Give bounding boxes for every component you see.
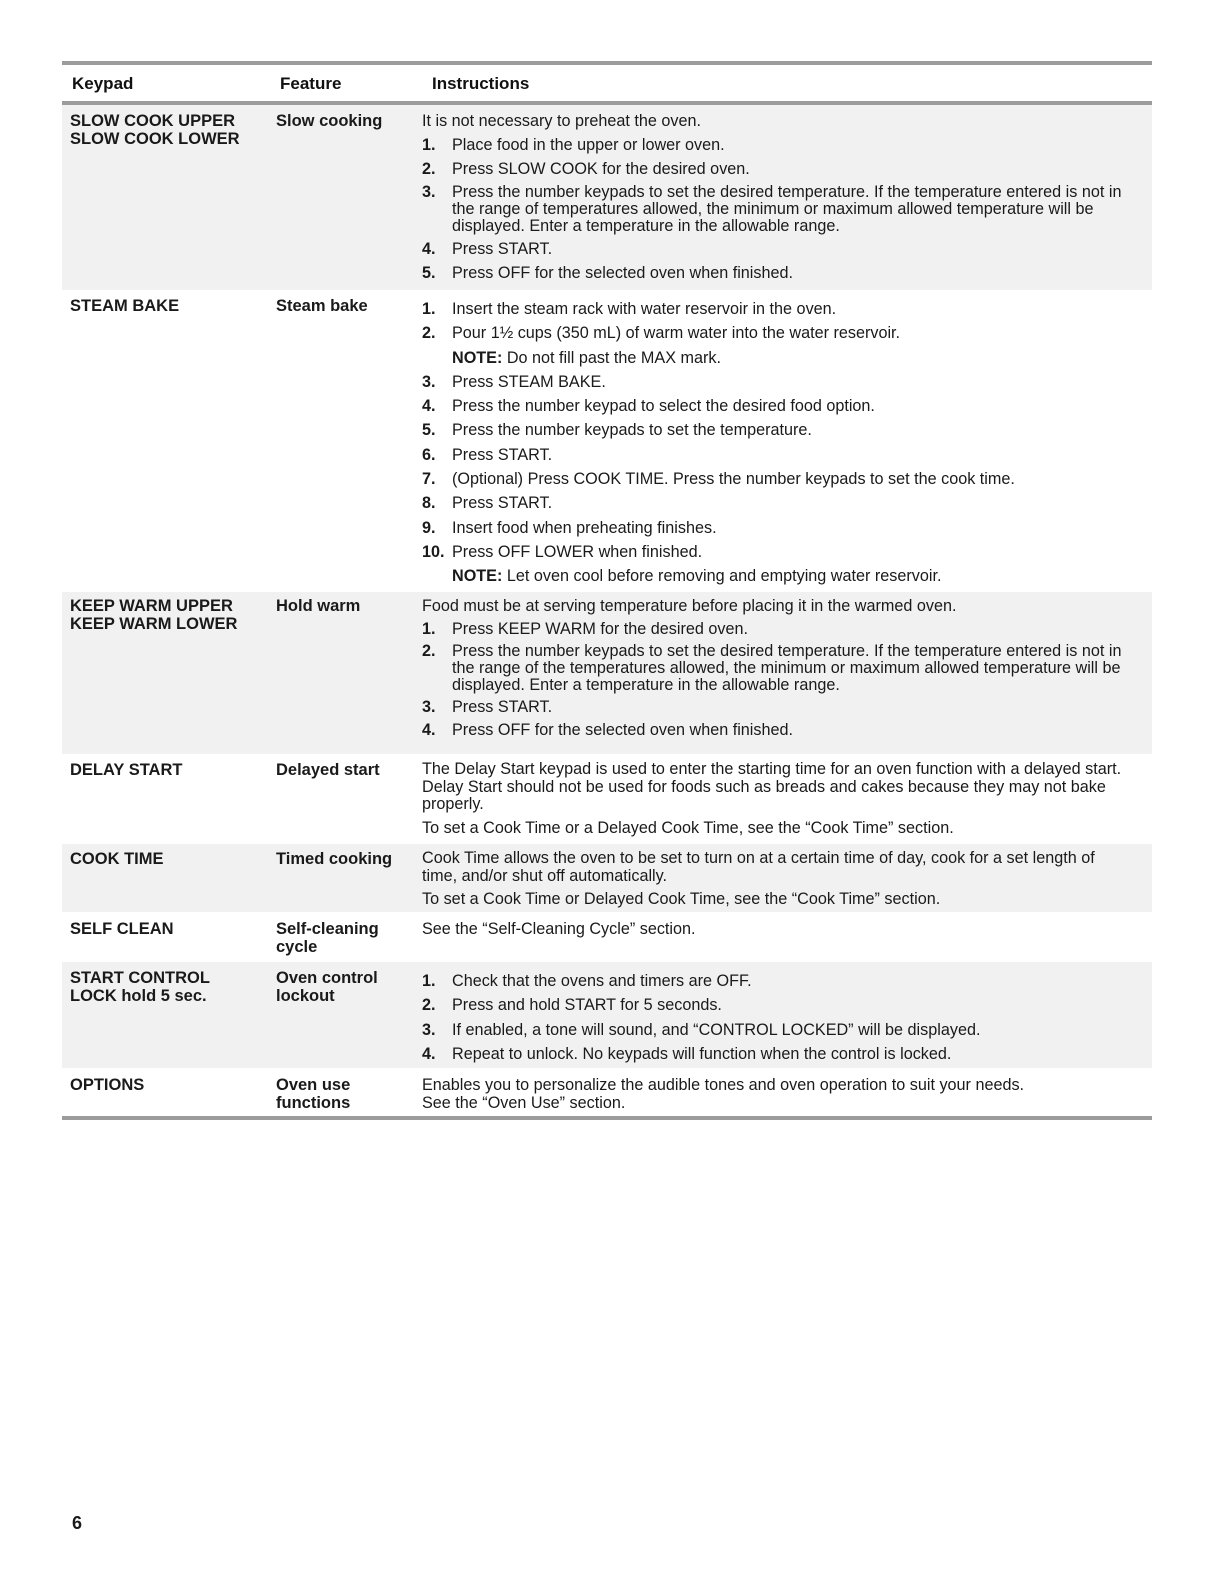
instruction-step: 2. Pour 1½ cups (350 mL) of warm water into the water reservoir. [422, 324, 901, 343]
feature-cell [270, 1076, 422, 1116]
instructions-cell [422, 920, 1152, 962]
instruction-step: 8. Press START. [422, 494, 553, 513]
header-feature: Feature [280, 74, 342, 93]
instruction-step: 4. Press OFF for the selected oven when finished. [422, 721, 794, 739]
instruction-paragraph: The Delay Start keypad is used to enter the starting time for an oven function with a delayed start. Delay Start should not be used for foods such as breads and cakes because they may not bake properly. [422, 760, 1122, 813]
instruction-step: 4. Press START. [422, 240, 553, 258]
instruction-step: 1. Check that the ovens and timers are OFF. [422, 972, 752, 990]
instruction-step: 4. Repeat to unlock. No keypads will function when the control is locked. [422, 1044, 952, 1063]
feature-label: lockout [276, 987, 335, 1005]
table-row [62, 1068, 1152, 1116]
feature-label: Steam bake [276, 297, 368, 315]
instructions-cell [422, 850, 1152, 912]
instruction-intro: Food must be at serving temperature before placing it in the warmed oven. [422, 597, 957, 615]
instruction-step: 10. Press OFF LOWER when finished. [422, 542, 703, 561]
feature-label: cycle [276, 938, 318, 956]
feature-label: Timed cooking [276, 850, 393, 868]
instruction-paragraph: To set a Cook Time or a Delayed Cook Time, see the “Cook Time” section. [422, 818, 954, 837]
keypad-label: KEEP WARM UPPER [70, 597, 233, 615]
instruction-step: 1. Insert the steam rack with water reservoir in the oven. [422, 300, 837, 318]
instruction-paragraph: Enables you to personalize the audible tones and oven operation to suit your needs. [422, 1076, 1025, 1094]
keypad-label: OPTIONS [70, 1076, 145, 1094]
feature-cell [270, 850, 422, 912]
table-row [62, 592, 1152, 754]
table-row [62, 844, 1152, 912]
instruction-step: 3. Press START. [422, 698, 553, 716]
instruction-step: 3. If enabled, a tone will sound, and “CONTROL LOCKED” will be displayed. [422, 1020, 981, 1039]
keypad-label: DELAY START [70, 761, 183, 779]
keypad-label: SLOW COOK LOWER [70, 130, 240, 148]
feature-label: Slow cooking [276, 112, 383, 130]
bottom-rule [62, 1116, 1152, 1120]
feature-cell [270, 297, 422, 592]
instruction-step: 5. Press the number keypads to set the temperature. [422, 421, 812, 440]
feature-label: Hold warm [276, 597, 361, 615]
instruction-paragraph: To set a Cook Time or Delayed Cook Time, see the “Cook Time” section. [422, 890, 941, 908]
feature-label: Oven control [276, 969, 378, 987]
keypad-cell [62, 969, 270, 1068]
instruction-step: 9. Insert food when preheating finishes. [422, 518, 717, 537]
instruction-step: 4. Press the number keypad to select the desired food option. [422, 397, 875, 416]
feature-label: Oven use [276, 1076, 351, 1094]
instruction-paragraph: See the “Self-Cleaning Cycle” section. [422, 920, 696, 938]
keypad-label: KEEP WARM LOWER [70, 615, 238, 633]
instruction-step: 2. Press SLOW COOK for the desired oven. [422, 160, 750, 178]
keypad-cell [62, 850, 270, 912]
instruction-paragraph: See the “Oven Use” section. [422, 1094, 626, 1112]
instructions-cell [422, 297, 1152, 592]
instruction-step: 6. Press START. [422, 445, 553, 464]
table-row [62, 962, 1152, 1068]
table-row [62, 290, 1152, 592]
instruction-step: 2. Press the number keypads to set the desired temperature. If the temperature entered is not in the range of the temperatures allowed, the minimum or maximum allowed temperature will be displayed. Enter a temperature in the allowable range. [422, 642, 1122, 694]
keypad-cell [62, 597, 270, 754]
table-header [62, 65, 1152, 98]
instruction-step: 1. Place food in the upper or lower oven. [422, 136, 725, 154]
keypad-label: LOCK hold 5 sec. [70, 987, 207, 1005]
instructions-cell [422, 1076, 1152, 1116]
table-row [62, 105, 1152, 290]
feature-cell [270, 920, 422, 962]
feature-cell [270, 761, 422, 844]
header-instructions: Instructions [432, 74, 530, 93]
instructions-cell [422, 969, 1152, 1068]
instruction-step: 1. Press KEEP WARM for the desired oven. [422, 620, 748, 638]
keypad-cell [62, 1076, 270, 1116]
instruction-step: 3. Press the number keypads to set the desired temperature. If the temperature entered is not in the range of temperatures allowed, the minimum or maximum allowed temperature will be displayed. Enter a temperature in the allowable range. [422, 183, 1122, 235]
table-row [62, 912, 1152, 962]
keypad-cell [62, 761, 270, 844]
instructions-cell [422, 597, 1152, 754]
keypad-label: STEAM BAKE [70, 297, 180, 315]
instruction-paragraph: Cook Time allows the oven to be set to turn on at a certain time of day, cook for a set length of time, and/or shut off automatically. [422, 849, 1095, 885]
keypad-label: SLOW COOK UPPER [70, 112, 236, 130]
instruction-step: 3. Press STEAM BAKE. [422, 372, 606, 391]
feature-cell [270, 969, 422, 1068]
keypad-cell [62, 920, 270, 962]
feature-cell [270, 597, 422, 754]
instruction-note: NOTE: Let oven cool before removing and emptying water reservoir. [452, 567, 942, 586]
feature-label: Self-cleaning [276, 920, 379, 938]
keypad-label: COOK TIME [70, 850, 164, 868]
feature-label: functions [276, 1094, 351, 1112]
instruction-step: 7. (Optional) Press COOK TIME. Press the number keypads to set the cook time. [422, 470, 1015, 489]
instructions-cell [422, 761, 1152, 844]
feature-cell [270, 112, 422, 290]
instruction-step: 5. Press OFF for the selected oven when finished. [422, 264, 794, 282]
keypad-cell [62, 297, 270, 592]
instructions-cell [422, 112, 1152, 290]
keypad-label: SELF CLEAN [70, 920, 174, 938]
instruction-step: 2. Press and hold START for 5 seconds. [422, 996, 722, 1015]
keypad-table [62, 61, 1152, 1120]
page-number: 6 [72, 1513, 83, 1533]
keypad-cell [62, 112, 270, 290]
keypad-label: START CONTROL [70, 969, 210, 987]
instruction-note: NOTE: Do not fill past the MAX mark. [452, 348, 721, 367]
feature-label: Delayed start [276, 761, 380, 779]
header-keypad: Keypad [72, 74, 134, 93]
instruction-intro: It is not necessary to preheat the oven. [422, 112, 701, 130]
table-row [62, 754, 1152, 844]
